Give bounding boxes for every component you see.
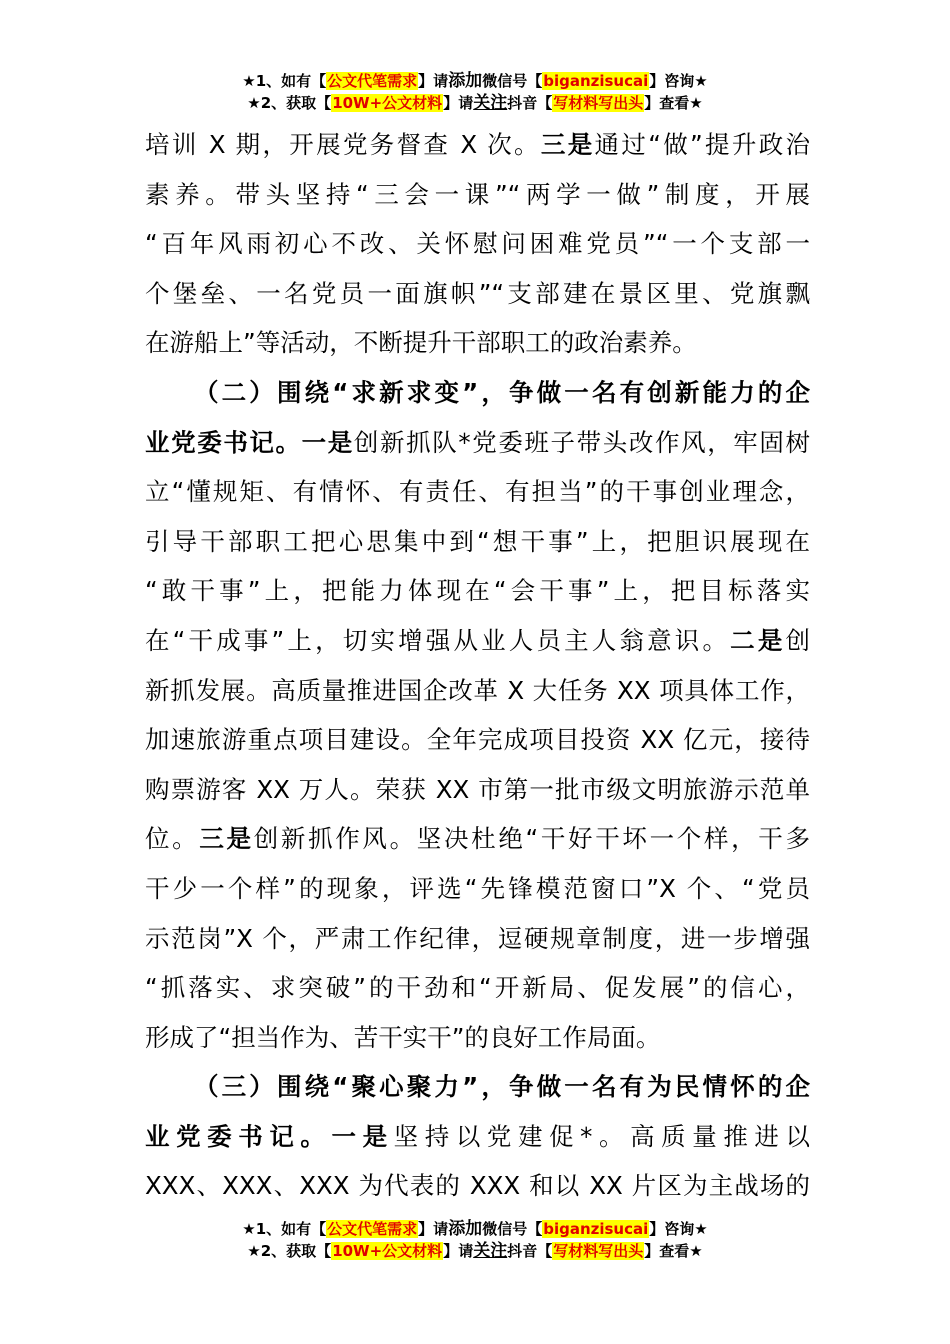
text-line: 在“干成事”上，切实增强从业人员主人翁意识。二是创 <box>145 625 810 655</box>
text-line: 素养。带头坚持“三会一课”“两学一做”制度，开展 <box>145 179 810 209</box>
text-line: 业党委书记。一是坚持以党建促*。高质量推进以 <box>145 1121 811 1151</box>
highlight-wechat-id: biganzisucai <box>543 72 649 90</box>
text-line: “敢干事”上，把能力体现在“会干事”上，把目标落实 <box>145 576 810 606</box>
section-heading: （二）围绕“求新求变”，争做一名有创新能力的企 <box>194 377 810 407</box>
text-line: “抓落实、求突破”的干劲和“开新局、促发展”的信心， <box>145 973 810 1003</box>
highlight-service: 公文代笔需求 <box>327 72 418 90</box>
notice-text: 】请 <box>418 72 449 90</box>
text-line: 业党委书记。一是创新抓队*党委班子带头改作风，牢固树 <box>145 427 811 457</box>
text-line: 培训 X 期，开展党务督查 X 次。三是通过“做”提升政治 <box>145 130 811 159</box>
emphasis-text: 关注 <box>473 93 508 113</box>
text-line: “百年风雨初心不改、关怀慰问困难党员”“一个支部一 <box>145 229 810 259</box>
notice-text: ★2、获取【 <box>247 1242 332 1260</box>
text-line: 加速旅游重点项目建设。全年完成项目投资 XX 亿元，接待 <box>145 725 810 755</box>
notice-text: 】请 <box>418 1220 449 1238</box>
text-line: 新抓发展。高质量推进国企改革 X 大任务 XX 项具体工作， <box>145 675 810 705</box>
text-line: 个堡垒、一名党员一面旗帜”“支部建在景区里、党旗飘 <box>145 278 810 308</box>
notice-text: 微信号【 <box>482 72 543 90</box>
highlight-douyin-account: 写材料写出头 <box>553 94 644 112</box>
section-heading: （三）围绕“聚心聚力”，争做一名有为民情怀的企 <box>194 1072 810 1102</box>
notice-text: 抖音【 <box>507 94 553 112</box>
paragraph-2 <box>145 368 810 1062</box>
text-line: 立“懂规矩、有情怀、有责任、有担当”的干事创业理念， <box>145 477 810 507</box>
notice-line-1 <box>0 70 950 92</box>
notice-text: 】请 <box>443 1242 474 1260</box>
footer-notice-banner <box>0 1218 950 1262</box>
notice-text: ★1、如有【 <box>242 72 327 90</box>
notice-text: 】查看★ <box>644 1242 703 1260</box>
paragraph-3 <box>145 1062 810 1211</box>
text-line: 示范岗”X 个，严肃工作纪律，逗硬规章制度，进一步增强 <box>145 923 810 953</box>
notice-line-1 <box>0 1218 950 1240</box>
highlight-wechat-id: biganzisucai <box>543 1220 649 1238</box>
emphasis-text: 关注 <box>473 1241 508 1261</box>
notice-text: 】查看★ <box>644 94 703 112</box>
text-line: 引导干部职工把心思集中到“想干事”上，把胆识展现在 <box>145 526 810 556</box>
notice-text: 抖音【 <box>507 1242 553 1260</box>
notice-text: 】请 <box>443 94 474 112</box>
notice-text: 】咨询★ <box>649 1220 708 1238</box>
text-line: 购票游客 XX 万人。荣获 XX 市第一批市级文明旅游示范单 <box>145 774 810 804</box>
highlight-materials: 10W+公文材料 <box>332 1242 443 1260</box>
notice-text: ★2、获取【 <box>247 94 332 112</box>
notice-line-2 <box>0 1240 950 1262</box>
notice-text: 】咨询★ <box>649 72 708 90</box>
header-notice-banner <box>0 70 950 114</box>
document-body <box>145 120 810 1211</box>
highlight-materials: 10W+公文材料 <box>332 94 443 112</box>
notice-line-2 <box>0 92 950 114</box>
text-line: 干少一个样”的现象，评选“先锋模范窗口”X 个、“党员 <box>145 873 810 903</box>
highlight-douyin-account: 写材料写出头 <box>553 1242 644 1260</box>
text-line: 位。三是创新抓作风。坚决杜绝“干好干坏一个样，干多 <box>145 824 810 854</box>
text-line: 在游船上”等活动，不断提升干部职工的政治素养。 <box>145 328 697 358</box>
text-line: XXX、XXX、XXX 为代表的 XXX 和以 XX 片区为主战场的 <box>145 1171 810 1201</box>
text-line: 形成了“担当作为、苦干实干”的良好工作局面。 <box>145 1022 661 1052</box>
notice-text: 微信号【 <box>482 1220 543 1238</box>
emphasis-text: 添加 <box>448 1219 483 1239</box>
emphasis-text: 添加 <box>448 71 483 91</box>
highlight-service: 公文代笔需求 <box>327 1220 418 1238</box>
paragraph-1 <box>145 120 810 368</box>
notice-text: ★1、如有【 <box>242 1220 327 1238</box>
